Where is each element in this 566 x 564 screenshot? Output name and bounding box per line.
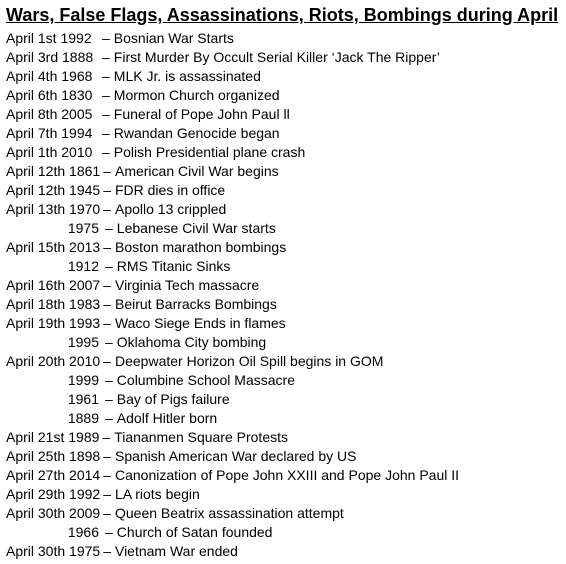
event-date: April 4th 1968	[6, 68, 93, 84]
event-description: Deepwater Horizon Oil Spill begins in GOM	[114, 353, 384, 369]
separator-dash: –	[102, 429, 111, 445]
event-date: April 7th 1994	[6, 125, 93, 141]
list-item	[6, 504, 562, 523]
separator-dash: –	[105, 524, 113, 540]
list-item	[6, 124, 562, 143]
event-description: Funeral of Pope John Paul ll	[113, 106, 290, 122]
event-date: April 1th 2010	[6, 144, 93, 160]
separator-dash: –	[102, 30, 110, 46]
list-item	[6, 447, 562, 466]
event-description: Tiananmen Square Protests	[114, 429, 288, 445]
list-item	[6, 48, 562, 67]
separator-dash: –	[105, 220, 113, 236]
event-description: Beirut Barracks Bombings	[114, 296, 277, 312]
list-item	[6, 523, 562, 542]
separator-dash: –	[103, 296, 111, 312]
event-description: Vietnam War ended	[114, 543, 238, 559]
event-description: Bosnian War Starts	[113, 30, 234, 46]
event-date: April 27th 2014	[6, 467, 101, 483]
separator-dash: –	[103, 277, 111, 293]
list-item	[6, 276, 562, 295]
document	[6, 0, 562, 561]
event-date: April 30th 1975	[6, 543, 101, 559]
event-description: Waco Siege Ends in flames	[114, 315, 286, 331]
list-item	[6, 390, 562, 409]
event-date: April 30th 2009	[6, 505, 101, 521]
list-item	[6, 428, 562, 447]
event-date: 1912	[67, 258, 99, 274]
separator-dash: –	[103, 486, 111, 502]
event-date: April 19th 1993	[6, 315, 101, 331]
list-item	[6, 352, 562, 371]
separator-dash: –	[103, 505, 111, 521]
separator-dash: –	[105, 410, 113, 426]
event-date: April 16th 2007	[6, 277, 101, 293]
event-date: April 6th 1830	[6, 87, 93, 103]
event-description: Oklahoma City bombing	[116, 334, 267, 350]
event-description: Canonization of Pope John XXIII and Pope John Paul II	[114, 467, 460, 483]
separator-dash: –	[105, 372, 113, 388]
event-date: April 20th 2010	[6, 353, 101, 369]
event-description: FDR dies in office	[114, 182, 226, 198]
separator-dash: –	[103, 239, 111, 255]
event-description: Apollo 13 crippled	[114, 201, 227, 217]
event-date: 1961	[67, 391, 99, 407]
event-description: Bay of Pigs failure	[116, 391, 230, 407]
separator-dash: –	[102, 87, 110, 103]
event-description: LA riots begin	[114, 486, 200, 502]
event-description: Adolf Hitler born	[116, 410, 218, 426]
separator-dash: –	[105, 391, 113, 407]
separator-dash: –	[105, 334, 113, 350]
list-item	[6, 181, 562, 200]
event-description: Queen Beatrix assassination attempt	[114, 505, 344, 521]
event-description: American Civil War begins	[114, 163, 279, 179]
event-description: Virginia Tech massacre	[114, 277, 260, 293]
list-item	[6, 200, 562, 219]
event-date: April 12th 1861	[6, 163, 101, 179]
separator-dash: –	[103, 163, 111, 179]
event-date: 1995	[67, 334, 99, 350]
list-item	[6, 333, 562, 352]
list-item	[6, 314, 562, 333]
event-date: April 18th 1983	[6, 296, 101, 312]
event-description: First Murder By Occult Serial Killer ‘Jack The Ripper’	[113, 49, 441, 65]
event-description: MLK Jr. is assassinated	[113, 68, 261, 84]
event-description: Lebanese Civil War starts	[116, 220, 276, 236]
list-item	[6, 67, 562, 86]
separator-dash: –	[102, 125, 110, 141]
event-description: Church of Satan founded	[116, 524, 273, 540]
separator-dash: –	[105, 258, 113, 274]
separator-dash: –	[103, 543, 111, 559]
list-item	[6, 485, 562, 504]
event-date: April 8th 2005	[6, 106, 93, 122]
event-description: Spanish American War declared by US	[114, 448, 357, 464]
separator-dash: –	[103, 182, 111, 198]
list-item	[6, 542, 562, 561]
separator-dash: –	[103, 315, 111, 331]
list-item	[6, 105, 562, 124]
event-description: Polish Presidential plane crash	[113, 144, 306, 160]
event-date: 1889	[67, 410, 99, 426]
event-description: RMS Titanic Sinks	[116, 258, 231, 274]
event-date: 1966	[67, 524, 99, 540]
list-item	[6, 371, 562, 390]
list-item	[6, 219, 562, 238]
list-item	[6, 238, 562, 257]
separator-dash: –	[102, 106, 110, 122]
separator-dash: –	[102, 49, 110, 65]
separator-dash: –	[103, 448, 111, 464]
event-date: 1999	[67, 372, 99, 388]
separator-dash: –	[103, 467, 111, 483]
event-date: April 15th 2013	[6, 239, 101, 255]
event-list	[6, 29, 562, 561]
event-description: Rwandan Genocide began	[113, 125, 280, 141]
event-description: Columbine School Massacre	[116, 372, 295, 388]
event-date: April 25th 1898	[6, 448, 101, 464]
event-date: April 13th 1970	[6, 201, 101, 217]
list-item	[6, 466, 562, 485]
event-date: April 12th 1945	[6, 182, 101, 198]
list-item	[6, 295, 562, 314]
list-item	[6, 29, 562, 48]
event-date: April 1st 1992	[6, 30, 92, 46]
event-date: April 29th 1992	[6, 486, 101, 502]
separator-dash: –	[103, 353, 111, 369]
event-description: Mormon Church organized	[113, 87, 280, 103]
separator-dash: –	[102, 68, 110, 84]
event-date: April 3rd 1888	[6, 49, 94, 65]
list-item	[6, 257, 562, 276]
list-item	[6, 162, 562, 181]
event-date: 1975	[67, 220, 99, 236]
page-title: Wars, False Flags, Assassinations, Riots, Bombings during April	[6, 5, 559, 25]
event-description: Boston marathon bombings	[114, 239, 287, 255]
separator-dash: –	[102, 144, 110, 160]
event-date: April 21st 1989	[6, 429, 100, 445]
list-item	[6, 143, 562, 162]
list-item	[6, 86, 562, 105]
separator-dash: –	[103, 201, 111, 217]
list-item	[6, 409, 562, 428]
